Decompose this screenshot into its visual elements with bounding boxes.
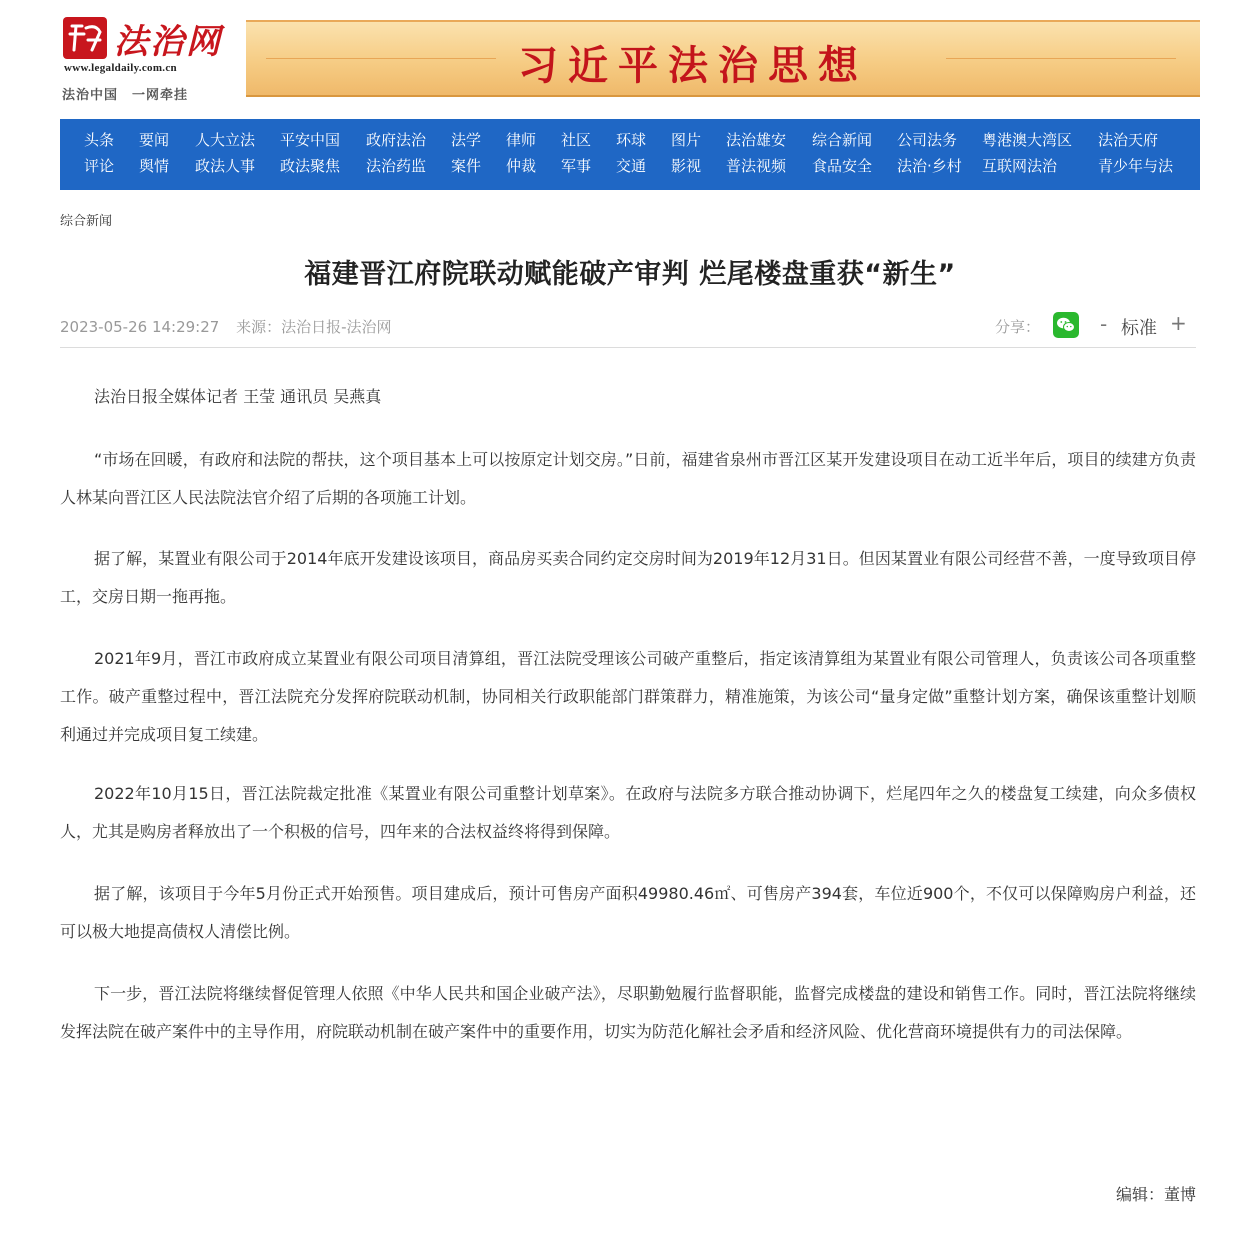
nav-item[interactable]: 图片 [671, 131, 702, 149]
nav-item[interactable]: 平安中国 [280, 131, 341, 149]
nav-item[interactable]: 法治天府 [1098, 131, 1159, 149]
font-size-label: 标准 [1121, 318, 1157, 339]
nav-row-1 [60, 127, 1200, 153]
nav-item[interactable]: 法治·乡村 [897, 157, 962, 175]
article-paragraph: 法治日报全媒体记者 王莹 通讯员 吴燕真 [94, 387, 382, 406]
nav-item[interactable]: 粤港澳大湾区 [982, 131, 1073, 149]
nav-item[interactable]: 交通 [616, 157, 647, 175]
nav-item[interactable]: 互联网法治 [982, 157, 1058, 175]
nav-item[interactable]: 军事 [561, 157, 592, 175]
nav-item[interactable]: 食品安全 [812, 157, 873, 175]
nav-item[interactable]: 仲裁 [506, 157, 537, 175]
article-title: 福建晋江府院联动赋能破产审判 烂尾楼盘重获“新生” [304, 259, 956, 290]
nav-item[interactable]: 头条 [84, 131, 115, 149]
article-paragraph: 2022年10月15日，晋江法院裁定批准《某置业有限公司重整计划草案》。在政府与法院多方联合推动协调下，烂尾四年之久的楼盘复工续建，向众多债权人，尤其是购房者释放出了一个积极的信号，四年来的合法权益终将得到保障。 [60, 784, 1196, 841]
nav-item[interactable]: 舆情 [139, 157, 170, 175]
nav-item[interactable]: 案件 [451, 157, 482, 175]
article-meta [60, 316, 392, 337]
nav-row-2 [60, 153, 1200, 179]
nav-item[interactable]: 综合新闻 [812, 131, 873, 149]
nav-item[interactable]: 要闻 [139, 131, 170, 149]
logo-seal-icon [62, 16, 108, 60]
publish-datetime: 2023-05-26 14:29:27 [60, 318, 220, 336]
nav-item[interactable]: 法学 [451, 131, 482, 149]
nav-item[interactable]: 环球 [616, 131, 647, 149]
nav-item[interactable]: 政府法治 [366, 131, 427, 149]
nav-item[interactable]: 青少年与法 [1098, 157, 1174, 175]
nav-item[interactable]: 律师 [506, 131, 537, 149]
wechat-glyph [1053, 312, 1079, 338]
article-editor: 编辑：董博 [1115, 1185, 1196, 1204]
banner-decor-line-right [946, 58, 1176, 59]
nav-item[interactable]: 政法人事 [195, 157, 256, 175]
nav-item[interactable]: 公司法务 [897, 131, 958, 149]
logo-url: www.legaldaily.com.cn [64, 62, 177, 74]
article-paragraph: “市场在回暖，有政府和法院的帮扶，这个项目基本上可以按原定计划交房。”日前，福建省泉州市晋江区某开发建设项目在动工近半年后，项目的续建方负责人林某向晋江区人民法院法官介绍了后期的各项施工计划。 [60, 450, 1196, 507]
font-size-decrease-button[interactable]: - [1100, 312, 1108, 336]
share-label: 分享： [995, 318, 1041, 336]
header-banner[interactable] [246, 20, 1200, 97]
nav-item[interactable]: 评论 [84, 157, 115, 175]
article-paragraph: 2021年9月，晋江市政府成立某置业有限公司项目清算组，晋江法院受理该公司破产重整后，指定该清算组为某置业有限公司管理人，负责该公司各项重整工作。破产重整过程中，晋江法院充分发挥府院联动机制，协同相关行政职能部门群策群力，精准施策，为该公司“量身定做”重整计划方案，确保该重整计划顺利通过并完成项目复工续建。 [60, 649, 1196, 744]
banner-title: 习近平法治思想 [518, 42, 868, 89]
nav-item[interactable]: 普法视频 [726, 157, 787, 175]
meta-divider [60, 347, 1196, 348]
nav-item[interactable]: 影视 [671, 157, 702, 175]
site-logo[interactable] [60, 14, 220, 104]
nav-item[interactable]: 法治雄安 [726, 131, 787, 149]
logo-name: 法治网 [114, 22, 222, 62]
article-paragraph: 下一步，晋江法院将继续督促管理人依照《中华人民共和国企业破产法》，尽职勤勉履行监督职能，监督完成楼盘的建设和销售工作。同时，晋江法院将继续发挥法院在破产案件中的主导作用，府院联动机制在破产案件中的重要作用，切实为防范化解社会矛盾和经济风险、优化营商环境提供有力的司法保障。 [60, 984, 1196, 1041]
logo-slogan: 法治中国 一网牵挂 [62, 88, 189, 103]
nav-item[interactable]: 社区 [561, 131, 592, 149]
main-navigation [60, 119, 1200, 190]
nav-item[interactable]: 人大立法 [195, 131, 256, 149]
nav-item[interactable]: 法治药监 [366, 157, 427, 175]
article-paragraph: 据了解，该项目于今年5月份正式开始预售。项目建成后，预计可售房产面积49980.46㎡、可售房产394套，车位近900个，不仅可以保障购房户利益，还可以极大地提高债权人清偿比例。 [60, 884, 1196, 941]
font-size-increase-button[interactable]: + [1170, 311, 1187, 335]
wechat-share-icon[interactable] [1053, 312, 1079, 338]
article-source: 来源：法治日报-法治网 [236, 318, 392, 336]
banner-decor-line-left [266, 58, 496, 59]
breadcrumb[interactable]: 综合新闻 [60, 214, 113, 229]
article-paragraph: 据了解，某置业有限公司于2014年底开发建设该项目，商品房买卖合同约定交房时间为2019年12月31日。但因某置业有限公司经营不善，一度导致项目停工，交房日期一拖再拖。 [60, 549, 1196, 606]
nav-item[interactable]: 政法聚焦 [280, 157, 341, 175]
